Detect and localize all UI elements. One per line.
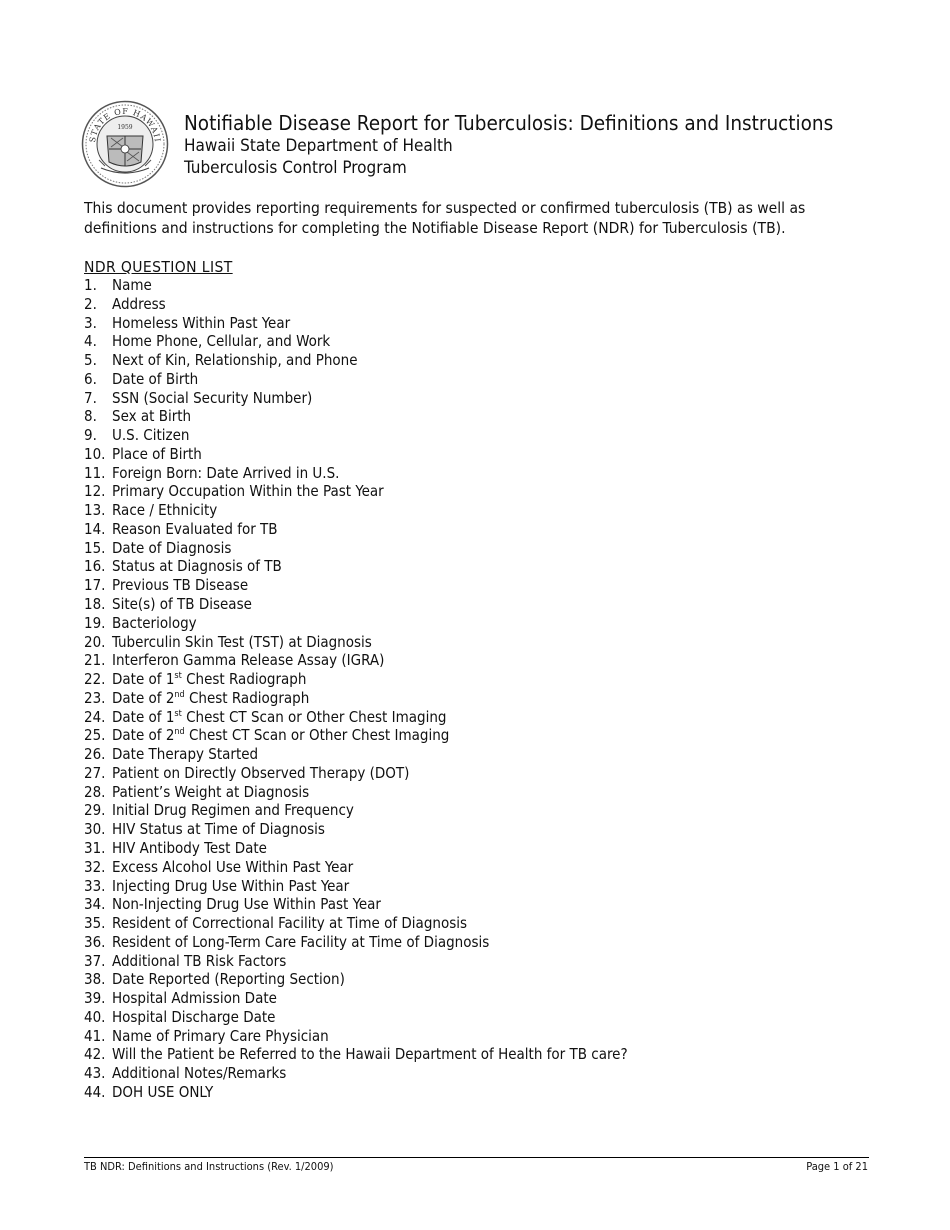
question-number: 9. xyxy=(84,426,97,445)
list-item xyxy=(84,370,628,389)
question-text-post: Chest CT Scan or Other Chest Imaging xyxy=(181,707,447,726)
list-item xyxy=(84,858,628,877)
question-text: Hospital Discharge Date xyxy=(112,1007,276,1026)
list-item xyxy=(84,539,628,558)
question-text: Homeless Within Past Year xyxy=(112,313,291,332)
question-text: Additional Notes/Remarks xyxy=(112,1064,287,1083)
list-item xyxy=(84,557,628,576)
question-text: Excess Alcohol Use Within Past Year xyxy=(112,857,354,876)
question-text-post: Chest Radiograph xyxy=(181,670,307,689)
question-text: Status at Diagnosis of TB xyxy=(112,557,282,576)
question-number: 42. xyxy=(84,1045,106,1064)
question-number: 16. xyxy=(84,557,106,576)
question-number: 38. xyxy=(84,970,106,989)
list-item xyxy=(84,801,628,820)
question-number: 32. xyxy=(84,857,106,876)
list-item xyxy=(84,783,628,802)
question-text: HIV Status at Time of Diagnosis xyxy=(112,820,325,839)
intro-line-2: definitions and instructions for completing the Notifiable Disease Report (NDR) for Tuberculosis (TB). xyxy=(84,219,786,237)
question-number: 33. xyxy=(84,876,106,895)
question-text: Patient on Directly Observed Therapy (DOT) xyxy=(112,763,410,782)
question-number: 15. xyxy=(84,538,106,557)
list-item xyxy=(84,351,628,370)
question-number: 44. xyxy=(84,1082,106,1101)
question-text: Tuberculin Skin Test (TST) at Diagnosis xyxy=(112,632,372,651)
question-text: Date of Birth xyxy=(112,369,199,388)
list-item xyxy=(84,877,628,896)
question-text: Date Reported (Reporting Section) xyxy=(112,970,345,989)
question-number: 34. xyxy=(84,895,106,914)
question-number: 29. xyxy=(84,801,106,820)
ordinal-suffix: nd xyxy=(174,727,185,738)
question-text xyxy=(112,726,449,744)
list-item xyxy=(84,820,628,839)
question-number: 7. xyxy=(84,388,97,407)
list-item xyxy=(84,501,628,520)
ordinal-suffix: st xyxy=(174,708,182,719)
list-item xyxy=(84,651,628,670)
question-number: 31. xyxy=(84,838,106,857)
footer-page-number: Page 1 of 21 xyxy=(806,1160,868,1173)
question-number: 13. xyxy=(84,501,106,520)
document-title: Notifiable Disease Report for Tuberculosis: Definitions and Instructions xyxy=(184,111,834,135)
list-item xyxy=(84,482,628,501)
list-item xyxy=(84,520,628,539)
question-text: Resident of Long-Term Care Facility at Time of Diagnosis xyxy=(112,932,490,951)
list-item xyxy=(84,332,628,351)
question-text-post: Chest Radiograph xyxy=(184,688,310,707)
question-text: Name xyxy=(112,276,152,294)
question-number: 11. xyxy=(84,463,106,482)
list-item xyxy=(84,633,628,652)
question-text: Foreign Born: Date Arrived in U.S. xyxy=(112,463,340,482)
question-number: 25. xyxy=(84,726,106,745)
question-number: 14. xyxy=(84,519,106,538)
department-name: Hawaii State Department of Health xyxy=(184,136,453,156)
state-seal-icon xyxy=(81,100,169,188)
question-text: Injecting Drug Use Within Past Year xyxy=(112,876,350,895)
list-item xyxy=(84,389,628,408)
list-item xyxy=(84,1008,628,1027)
question-number: 17. xyxy=(84,576,106,595)
question-number: 20. xyxy=(84,632,106,651)
list-item xyxy=(84,295,628,314)
question-text: Hospital Admission Date xyxy=(112,989,277,1008)
question-text: Resident of Correctional Facility at Time of Diagnosis xyxy=(112,914,468,933)
question-number: 30. xyxy=(84,820,106,839)
list-item xyxy=(84,895,628,914)
question-text: Race / Ethnicity xyxy=(112,501,218,520)
question-number: 26. xyxy=(84,745,106,764)
list-item xyxy=(84,1027,628,1046)
question-text-pre: Date of 2 xyxy=(112,688,175,707)
question-number: 27. xyxy=(84,763,106,782)
question-number: 10. xyxy=(84,444,106,463)
list-item xyxy=(84,726,628,745)
question-text-pre: Date of 1 xyxy=(112,670,175,689)
question-number: 22. xyxy=(84,670,106,689)
list-item xyxy=(84,595,628,614)
list-item xyxy=(84,708,628,727)
question-text xyxy=(112,708,446,726)
list-item xyxy=(84,689,628,708)
program-name: Tuberculosis Control Program xyxy=(184,158,407,178)
question-text: Reason Evaluated for TB xyxy=(112,519,278,538)
question-text: Next of Kin, Relationship, and Phone xyxy=(112,351,358,370)
question-list-heading: NDR QUESTION LIST xyxy=(84,258,233,276)
list-item xyxy=(84,670,628,689)
question-text: Primary Occupation Within the Past Year xyxy=(112,482,384,501)
question-text: Address xyxy=(112,294,166,313)
question-number: 5. xyxy=(84,351,97,370)
list-item xyxy=(84,1064,628,1083)
question-number: 39. xyxy=(84,989,106,1008)
list-item xyxy=(84,614,628,633)
question-text: Interferon Gamma Release Assay (IGRA) xyxy=(112,651,385,670)
list-item xyxy=(84,839,628,858)
question-number: 43. xyxy=(84,1064,106,1083)
question-number: 12. xyxy=(84,482,106,501)
question-text: Will the Patient be Referred to the Hawaii Department of Health for TB care? xyxy=(112,1045,628,1064)
question-number: 36. xyxy=(84,932,106,951)
list-item xyxy=(84,1045,628,1064)
question-number: 2. xyxy=(84,294,97,313)
list-item xyxy=(84,407,628,426)
question-text-pre: Date of 2 xyxy=(112,726,175,745)
list-item xyxy=(84,1083,628,1102)
question-number: 18. xyxy=(84,595,106,614)
list-item xyxy=(84,445,628,464)
question-number: 41. xyxy=(84,1026,106,1045)
list-item xyxy=(84,745,628,764)
intro-line-1: This document provides reporting requirements for suspected or confirmed tuberculosis (TB) as well as xyxy=(84,199,806,217)
question-text xyxy=(112,689,309,707)
question-text: HIV Antibody Test Date xyxy=(112,838,267,857)
question-text: Patient’s Weight at Diagnosis xyxy=(112,782,310,801)
intro-paragraph xyxy=(84,198,884,238)
list-item xyxy=(84,989,628,1008)
question-text: Additional TB Risk Factors xyxy=(112,951,287,970)
question-text: Name of Primary Care Physician xyxy=(112,1026,329,1045)
question-text: Place of Birth xyxy=(112,444,202,463)
list-item xyxy=(84,276,628,295)
list-item xyxy=(84,764,628,783)
question-text: Date Therapy Started xyxy=(112,745,259,764)
footer-divider xyxy=(84,1157,869,1158)
question-text: Date of Diagnosis xyxy=(112,538,232,557)
question-text: Initial Drug Regimen and Frequency xyxy=(112,801,354,820)
list-item xyxy=(84,426,628,445)
ordinal-suffix: nd xyxy=(174,689,185,700)
seal-text: STATE OF HAWAII xyxy=(87,106,163,144)
question-number: 23. xyxy=(84,688,106,707)
question-text-post: Chest CT Scan or Other Chest Imaging xyxy=(184,726,450,745)
question-text: DOH USE ONLY xyxy=(112,1082,214,1101)
list-item xyxy=(84,914,628,933)
list-item xyxy=(84,464,628,483)
question-text-pre: Date of 1 xyxy=(112,707,175,726)
question-text xyxy=(112,670,306,688)
list-item xyxy=(84,314,628,333)
question-text: Non-Injecting Drug Use Within Past Year xyxy=(112,895,381,914)
question-number: 8. xyxy=(84,407,97,426)
question-text: Previous TB Disease xyxy=(112,576,249,595)
question-text: Site(s) of TB Disease xyxy=(112,595,252,614)
question-number: 19. xyxy=(84,613,106,632)
list-item xyxy=(84,952,628,971)
question-number: 28. xyxy=(84,782,106,801)
list-item xyxy=(84,933,628,952)
question-number: 40. xyxy=(84,1007,106,1026)
ordinal-suffix: st xyxy=(174,671,182,682)
question-list xyxy=(84,276,628,1102)
question-number: 35. xyxy=(84,914,106,933)
footer-revision: TB NDR: Definitions and Instructions (Rev. 1/2009) xyxy=(84,1160,334,1173)
question-text: Bacteriology xyxy=(112,613,197,632)
seal-year: 1959 xyxy=(117,124,133,131)
question-number: 21. xyxy=(84,651,106,670)
question-number: 3. xyxy=(84,313,97,332)
question-number: 6. xyxy=(84,369,97,388)
question-text: Home Phone, Cellular, and Work xyxy=(112,332,331,351)
question-text: Sex at Birth xyxy=(112,407,192,426)
question-number: 24. xyxy=(84,707,106,726)
question-text: SSN (Social Security Number) xyxy=(112,388,313,407)
question-number: 37. xyxy=(84,951,106,970)
question-number: 1. xyxy=(84,276,97,294)
question-number: 4. xyxy=(84,332,97,351)
list-item xyxy=(84,970,628,989)
question-text: U.S. Citizen xyxy=(112,426,190,445)
list-item xyxy=(84,576,628,595)
